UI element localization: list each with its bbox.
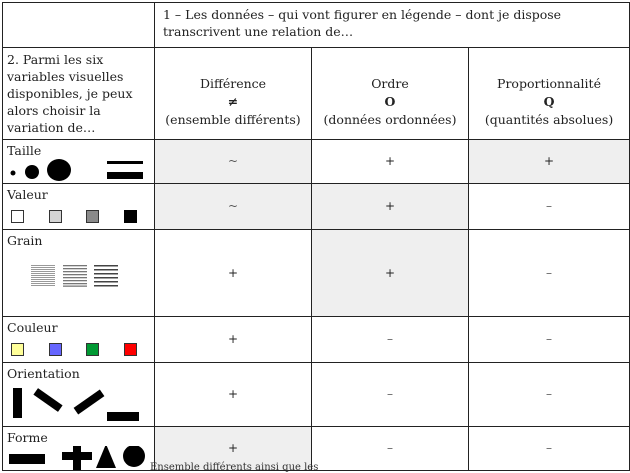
cell-grain-proportion: – <box>469 230 630 317</box>
row-forme <box>3 427 155 471</box>
row-couleur <box>3 317 155 363</box>
cell-forme-difference: + <box>155 427 312 471</box>
row-label: Couleur <box>7 320 58 335</box>
relation-symbol: ≠ <box>227 94 239 109</box>
orientation-icon <box>3 382 153 426</box>
shape-icon <box>3 446 153 470</box>
row-label: Orientation <box>7 366 80 381</box>
cell-taille-proportion: + <box>469 140 630 184</box>
row-label: Forme <box>7 430 48 445</box>
cell-grain-order: + <box>312 230 469 317</box>
cell-couleur-difference: + <box>155 317 312 363</box>
grain-icon <box>3 249 153 313</box>
relation-name: Ordre <box>371 76 409 91</box>
cell-valeur-difference: ~ <box>155 184 312 230</box>
relation-name: Différence <box>199 76 267 91</box>
footnote: Ensemble différents ainsi que les <box>150 462 319 473</box>
cell-couleur-proportion: – <box>469 317 630 363</box>
row-valeur <box>3 184 155 230</box>
color-icon <box>3 336 153 362</box>
cell-valeur-proportion: – <box>469 184 630 230</box>
row-label: Grain <box>7 233 43 248</box>
cell-orientation-difference: + <box>155 363 312 427</box>
row-grain <box>3 230 155 317</box>
value-icon <box>3 203 153 229</box>
cell-valeur-order: + <box>312 184 469 230</box>
cell-taille-difference: ~ <box>155 140 312 184</box>
relation-header-proportion <box>469 48 630 140</box>
cell-orientation-order: – <box>312 363 469 427</box>
relation-symbol: O <box>384 94 396 109</box>
question-2: 2. Parmi les six variables visuelles disponibles, je peux alors choisir la variation de… <box>3 48 155 140</box>
cell-taille-order: + <box>312 140 469 184</box>
relation-desc: (quantités absolues) <box>484 112 614 127</box>
cell-couleur-order: – <box>312 317 469 363</box>
row-label: Valeur <box>7 187 48 202</box>
question-1: 1 – Les données – qui vont figurer en légende – dont je dispose transcrivent une relation de… <box>155 3 630 48</box>
relation-symbol: Q <box>543 94 555 109</box>
relation-header-difference <box>155 48 312 140</box>
cell-grain-difference: + <box>155 230 312 317</box>
cell-orientation-proportion: – <box>469 363 630 427</box>
row-orientation <box>3 363 155 427</box>
relation-header-order <box>312 48 469 140</box>
relation-desc: (données ordonnées) <box>323 112 457 127</box>
relation-desc: (ensemble différents) <box>165 112 301 127</box>
row-taille <box>3 140 155 184</box>
cell-forme-proportion: – <box>469 427 630 471</box>
semiology-table <box>2 2 630 471</box>
row-label: Taille <box>7 143 42 158</box>
size-icon <box>3 159 153 183</box>
cell-forme-order: – <box>312 427 469 471</box>
relation-name: Proportionnalité <box>497 76 601 91</box>
corner-cell <box>3 3 155 48</box>
